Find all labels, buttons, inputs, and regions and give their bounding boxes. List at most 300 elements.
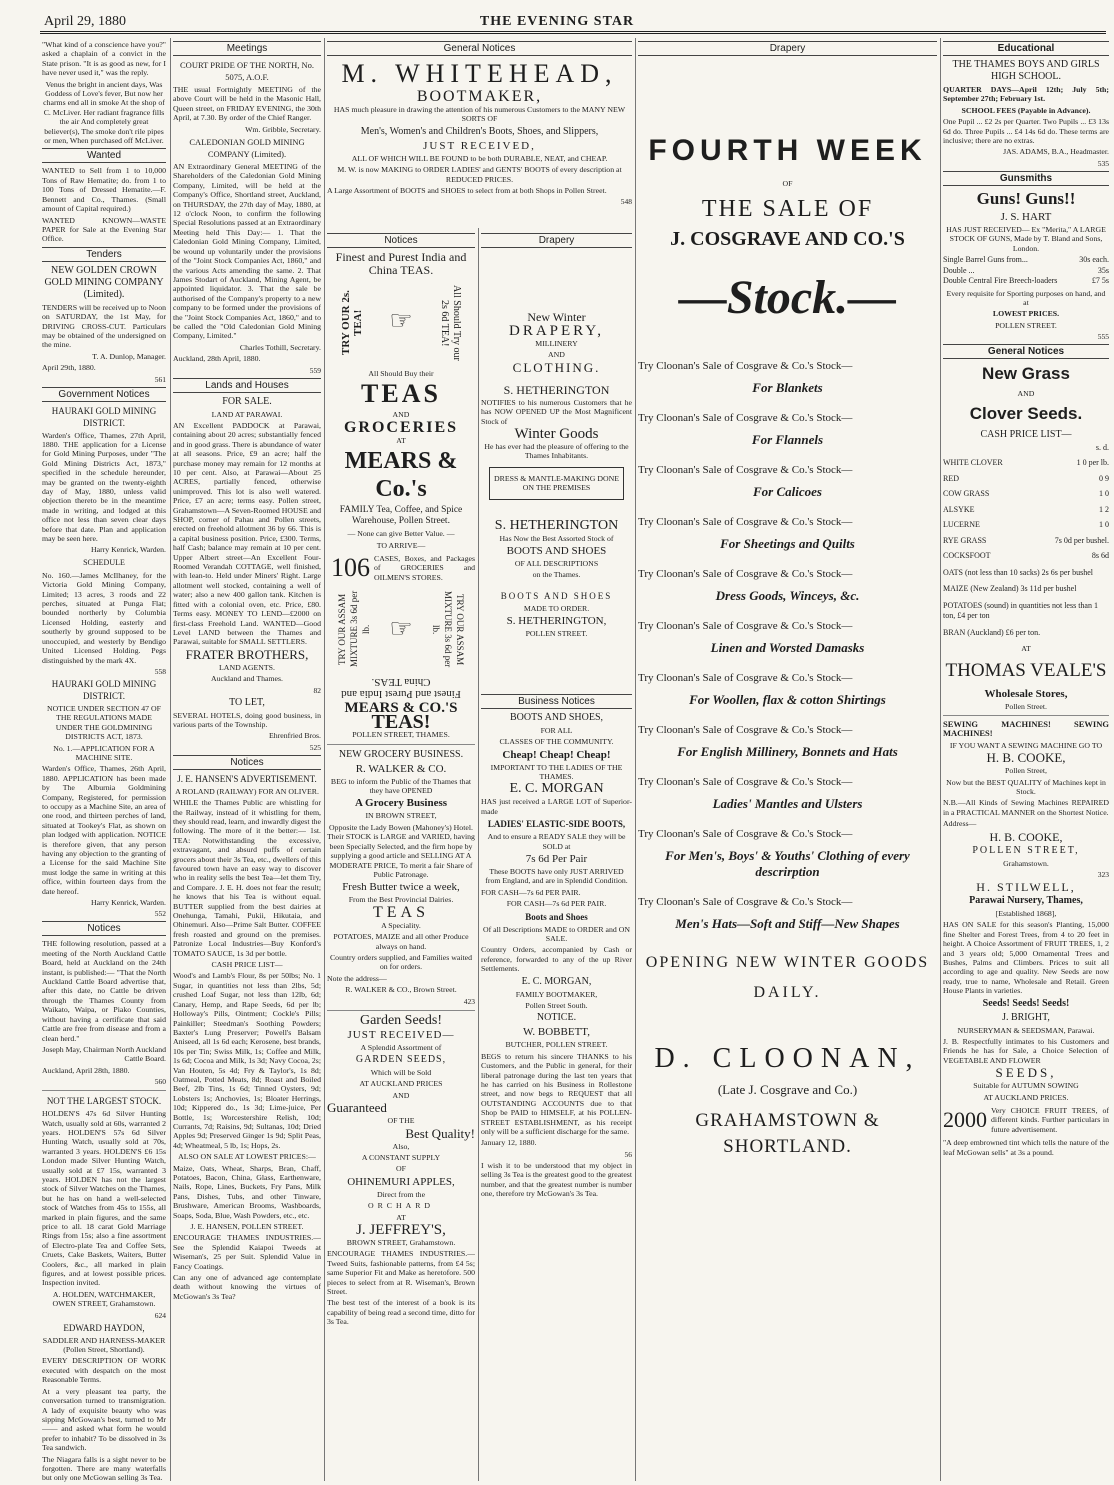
advert: LADIES' ELASTIC-SIDE BOOTS, <box>487 819 626 830</box>
advert-title: M. WHITEHEAD, <box>341 59 618 88</box>
ad-number: 323 <box>1097 869 1109 879</box>
advert: POTATOES (sound) in quantities not less than 1 ton, £4 per ton <box>943 600 1098 621</box>
advert: Suitable for AUTUMN SOWING <box>973 1081 1079 1091</box>
cosgrave-item: For English Millinery, Bonnets and Hats <box>677 744 898 760</box>
advert: GARDEN SEEDS, <box>355 1053 447 1065</box>
advert-subtitle: CASH PRICE LIST— <box>211 960 283 970</box>
advert-title: SEWING MACHINES! SEWING MACHINES! <box>943 718 1109 739</box>
advert: A Grocery Business <box>354 797 448 810</box>
advert: No. 160.—James McIlhaney, for the Victoria Gold Mining Company, Limited; 13 acres, 3 roods and 22 perches, situated at Punga Flat; bounded northerly by Columbia Licensed Holding, easterly and southerly by ground supposed to be unoccupied, and westerly by Bendigo United Licensed Holding. Pegs distinguished by the mark 4X. <box>42 570 166 665</box>
section-heading: Notices <box>327 233 475 248</box>
advert: One Pupil ... £2 2s per Quarter. Two Pupils ... £3 13s 6d do. Three Pupils ... £4 14s 6d do. These terms are inclusive; there are no extras. <box>943 117 1109 146</box>
advert: SEEDS, <box>995 1065 1057 1081</box>
paragraph: The best test of the interest of a book is its capability of being read a second time, ditto for 3s Tea. <box>327 1298 475 1327</box>
advert: Address— <box>943 819 977 829</box>
gun-price: 30s each. <box>1079 255 1109 265</box>
try-tea: TRY OUR 2s. TEA! <box>339 290 364 356</box>
advert-title: J. E. HANSEN'S ADVERTISEMENT. <box>177 773 317 784</box>
inverted-heading: Finest and Purest India and China TEAS. <box>341 676 461 701</box>
advert-title: HAURAKI GOLD MINING DISTRICT. <box>51 678 157 701</box>
signature: Wm. Gribble, Secretary. <box>245 124 321 134</box>
advert-title: S. HETHERINGTON <box>503 382 610 397</box>
advert: HAS much pleasure in drawing the attention of his numerous Customers to the MANY NEW SORTS OF <box>333 105 626 124</box>
advert: Direct from the <box>376 1189 426 1199</box>
gun-name: Double Central Fire Breech-loaders <box>943 276 1058 286</box>
advert: MADE TO ORDER. <box>523 603 590 613</box>
advert-title: FRATER BROTHERS, <box>185 646 309 662</box>
advert: WANTED KNOWN—WASTE PAPER for Sale at the Evening Star Office. <box>42 215 166 244</box>
cosgrave-try-line: Try Cloonan's Sale of Cosgrave & Co.'s Stock— <box>638 620 853 633</box>
signature: Harry Kenrick, Warden. <box>91 545 166 555</box>
advert: Now but the BEST QUALITY of Machines kept in Stock. <box>946 777 1106 796</box>
advert: THE usual Fortnightly MEETING of the above Court will be held in the Masonic Hall, Queen street, on FRIDAY EVENING, the 30th April, at 7.30. By order of the Chief Ranger. <box>173 85 321 123</box>
paragraph: At a very pleasant tea party, the conversation turned to transmigration. A lady of exquisite beauty who was sipping McGowan's best, turned to Mr —— and asked what form he would prefer to inhabit? To be dissolved in 3s Tea sandwich. <box>42 1386 166 1453</box>
advert: LOWEST PRICES. <box>992 309 1060 319</box>
advert-title: NOT THE LARGEST STOCK. <box>46 1096 162 1107</box>
advert-title: H. STILWELL, <box>976 879 1076 894</box>
advert-title: J. COSGRAVE AND CO.'S <box>670 228 905 251</box>
advert: NOTIFIES to his numerous Customers that he has NOW OPENED UP the Most Magnificent Stock of <box>481 397 632 426</box>
cosgrave-try-line: Try Cloonan's Sale of Cosgrave & Co.'s Stock— <box>638 412 853 425</box>
advert: And to ensure a READY SALE they will be SOLD at <box>487 832 626 851</box>
cosgrave-item: For Woollen, flax & cotton Shirtings <box>689 692 886 708</box>
section-heading: Educational <box>943 41 1109 56</box>
pointing-hand-icon: ☞ <box>389 614 413 645</box>
advert-title: SCHEDULE <box>83 557 125 567</box>
gun-name: Single Barrel Guns from... <box>943 255 1028 265</box>
advert: Opposite the Lady Bowen (Mahoney's) Hotel. Their STOCK is LARGE and VARIED, having been Specially Selected, and the firm hope by supplying a good article and SELLING AT A MODERATE PRICE, To merit a fair Share of Public Patronage. <box>327 822 475 879</box>
column-6 <box>943 38 1109 1483</box>
cosgrave-item: Linen and Worsted Damasks <box>710 640 865 656</box>
cosgrave-list <box>638 358 937 932</box>
gun-price: 35s <box>1097 265 1109 275</box>
mears-logo: MEARS & Co.'s <box>344 448 458 503</box>
section-heading: Drapery <box>638 41 937 56</box>
seed-name: COCKSFOOT <box>943 551 991 561</box>
seed-name: WHITE CLOVER <box>943 458 1003 468</box>
signature: Joseph May, Chairman North Auckland Cattle Board. <box>42 1044 166 1064</box>
section-heading: General Notices <box>327 41 632 56</box>
paragraph: The Niagara falls is a sight never to be forgotten. There are many waterfalls but only one McGowan selling 3s Tea. <box>42 1454 166 1483</box>
ad-number: 561 <box>154 374 166 384</box>
column-2 <box>173 38 321 1483</box>
advert: JUST RECEIVED, <box>423 139 536 152</box>
advert: Parawai Nursery, Thames, <box>969 894 1083 906</box>
advert: MILLINERY <box>535 339 578 348</box>
advert: FOR CASH—7s 6d PER PAIR. <box>481 887 581 897</box>
arrive-block <box>327 552 475 584</box>
advert: Of all Descriptions MADE to ORDER and ON SALE. <box>482 924 631 943</box>
column-5 <box>638 38 937 1483</box>
advert-title: EDWARD HAYDON, <box>63 1322 145 1333</box>
section-heading: Wanted <box>42 148 166 163</box>
advert: Country orders supplied, and Families waited on for orders. <box>329 952 473 972</box>
cosgrave-try-line: Try Cloonan's Sale of Cosgrave & Co.'s Stock— <box>638 672 853 685</box>
advert: HOLDEN'S 47s 6d Silver Hunting Watch, usually sold at 60s, warranted 2 years. HOLDEN'S 57s 6d Silver Hunting Watch, usually sold at 70s, warranted 3 years. HOLDEN'S £6 15s London made Silver Hunting Watch, usually sold at £7 15s, warranted 3 years. HOLDEN has not the largest stock of Silver Watches on the Thames, but he has on hand a well-selected stock of Watches from 45s to 155s, all marked in plain figures, and the same price to all. 18 carat Gold Marriage Rings from 15s; also a fine assortment of Electro-plate Tea and Coffee Sets, Cruets, Cake Baskets, Waiters, Butter Coolers, &c., all marked in plain figures, and at lowest possible prices. Inspection invited. <box>42 1109 166 1288</box>
advert: BOOTS AND SHOES <box>506 545 607 558</box>
section-heading: Lands and Houses <box>173 378 321 393</box>
advert-title: FOR SALE. <box>222 395 272 407</box>
advert-title: DRAPERY, <box>508 323 604 339</box>
advert: From the Best Provincial Dairies. <box>348 895 454 905</box>
advert: A CONSTANT SUPPLY <box>361 1153 441 1162</box>
advert: AT AUCKLAND PRICES <box>359 1079 443 1089</box>
seed-name: LUCERNE <box>943 520 980 530</box>
advert: Every requisite for Sporting purposes on hand, and at <box>946 288 1106 307</box>
advert: Country Orders, accompanied by Cash or reference, forwarded to any of the up River Settlements. <box>481 945 632 974</box>
cosgrave-item: Ladies' Mantles and Ulsters <box>712 796 863 812</box>
signature: Charles Tothill, Secretary. <box>239 342 321 352</box>
advert-title: CLOTHING. <box>512 359 601 375</box>
column-rule <box>478 228 479 1481</box>
advert-title: THOMAS VEALE'S <box>945 659 1107 681</box>
seed-price-row <box>943 520 1109 531</box>
seed-price: 1 0 per lb. <box>1076 458 1109 468</box>
advert: Wood's and Lamb's Flour, 8s per 50lbs; No. 1 Sugar, in quantities not less than 2lbs, 5d; crushed Loaf Sugar, not less than 12lb, 6d; Canary, Hemp, and Rape Seeds, 6d per lb; Holloway's Pills, Ointment; Cockle's Pills; Painkiller; Steedman's Soothing Powders; Baxter's Lung Preserver; Powell's Balsam Aniseed, all 1s 6d each; Kerosene, best brands, 10s per Tin; Swiss Milk, 1s; Coffee and Milk, 1s 6d; Cocoa and Milk, 1s 3d; Navy Cocoa, 2s; Van Houten, 5s 4d; Fry & Taylor's, 1s 8d; Oatmeal, Potted Meats, 8d; Roast and Boiled Beef, 2lb Tins, 1s 6d; Tinned Oysters, 9d; Lobsters 1s; Anchovies, 1s; Bloater Herrings, 10d; Kippered do., 1s 3d; Lime-juice, Per Bottle, 1s; Worcestershire Relish, 10d; Currants, 7d; Raisins, 9d; Sultanas, 10d; Dried Apples 9d; Preserved Ginger 1s 9d; Split Peas, 4d; Wheatmeal, 5 lb, 1s; Hops, 2s. <box>173 971 321 1150</box>
advert: E. C. MORGAN, <box>521 975 592 987</box>
column-4 <box>481 230 632 1483</box>
column-1 <box>42 38 166 1483</box>
advert-title: —Stock.— <box>678 271 897 325</box>
advert: 7s 6d Per Pair <box>525 852 588 865</box>
cosgrave-try-line: Try Cloonan's Sale of Cosgrave & Co.'s Stock— <box>638 828 853 841</box>
advert: CLASSES OF THE COMMUNITY. <box>499 737 614 747</box>
advert: on the Thames. <box>532 570 581 580</box>
section-heading: Notices <box>42 921 166 936</box>
gun-price-row <box>943 276 1109 287</box>
advert: FOR ALL <box>540 725 573 735</box>
advert-title: FOURTH WEEK <box>648 134 927 167</box>
ad-number: 560 <box>154 1077 166 1087</box>
advert: BROWN STREET, Grahamstown. <box>346 1238 456 1248</box>
advert-subtitle: LAND AT PARAWAI. <box>211 409 283 419</box>
advert: GRAHAMSTOWN & SHORTLAND. <box>695 1110 880 1158</box>
seed-price: 1 0 <box>1099 520 1109 530</box>
advert: BEGS to return his sincere THANKS to his Customers, and the Public in general, for their liberal patronage during the last ten years that he has carried on his Business in Rollestone street, and now begs to REQUEST that all OUTSTANDING ACCOUNTS due to that Shop be PAID to HIMSELF, at his POLLEN-STREET ESTABLISHMENT, as his receipt only will be a sufficient discharge for the same. <box>481 1051 632 1137</box>
signature: Harry Kenrick, Warden. <box>91 898 166 908</box>
advert: SEVERAL HOTELS, doing good business, in various parts of the Township. <box>173 710 321 729</box>
advert: Pollen Street. <box>1004 701 1047 711</box>
advert: HAS ON SALE for this season's Planting, 15,000 fine Shelter and Forest Trees, from 4 to 20 feet in height. A Choice Assortment of FRUIT TREES, 1, 2 and 3 years old; 5,000 Ornamental Trees and Bushes, Palms and Climbers. Prices to suit all according to age and quality. New Seeds are now ready, true to name, Wholesale and Retail. Green House Plants in varieties. <box>943 920 1109 996</box>
advert: CASH PRICE LIST— <box>980 428 1072 440</box>
advert: OF <box>396 1164 406 1174</box>
signature: T. A. Dunlop, Manager. <box>92 351 166 361</box>
date: January 12, 1880. <box>481 1138 537 1148</box>
advert: Note the address— <box>327 973 387 983</box>
pointing-hand-icon: ☞ <box>389 306 413 336</box>
seed-price-row <box>943 505 1109 516</box>
advert-title: E. C. MORGAN <box>509 781 604 797</box>
seed-price-row <box>943 474 1109 485</box>
advert: M. W. is now MAKING to ORDER LADIES' and GENTS' BOOTS of every description at REDUCED PRICES. <box>337 165 622 184</box>
advert-title: NEW GOLDEN CROWN GOLD MINING COMPANY (Limited). <box>44 264 164 300</box>
advert-title: Garden Seeds! <box>359 1012 443 1028</box>
ad-number: 535 <box>1097 158 1109 168</box>
cosgrave-try-line: Try Cloonan's Sale of Cosgrave & Co.'s Stock— <box>638 776 853 789</box>
newspaper-name: THE EVENING STAR <box>479 14 635 29</box>
advert: Cheap! Cheap! Cheap! <box>502 748 611 761</box>
advert: Men's, Women's and Children's Boots, Shoes, and Slippers, <box>360 125 599 137</box>
ad-number: 423 <box>463 996 475 1006</box>
advert-title: GROCERIES <box>343 418 459 436</box>
advert: OF ALL DESCRIPTIONS <box>514 559 599 569</box>
seed-price: 0 9 <box>1099 473 1109 483</box>
advert: IF YOU WANT A SEWING MACHINE GO TO <box>949 740 1103 750</box>
gun-name: Double ... <box>943 265 975 275</box>
advert: QUARTER DAYS—April 12th; July 5th; September 27th; February 1st. <box>943 85 1109 104</box>
gun-price-row <box>943 266 1109 277</box>
advert: POLLEN STREET, <box>972 844 1080 856</box>
advert: AN Extraordinary General MEETING of the Shareholders of the Caledonian Gold Mining Company, Limited, will be held at the Company's Office, Shortland street, Auckland, on THURSDAY, the 27th day of May, 1880, at 12 o'clock Noon, to confirm the following Special Resolutions passed at an Extraordinary Meeting held This Day:— 1. That the Caledonian Gold Mining Company, Limited, be wound up voluntarily under the provisions of the "Joint Stock Companies Act, 1860," and the various Acts amending the same. 2. That James Stodart of Auckland, Mining Agent, be appointed liquidator. 3. That the sale be authorised of the Company's property to a new company to be formed under the provisions of the "Joint Stock Companies Act, 1860," and to be called the "Old Caledonian Gold Mining Company, Limited." <box>173 162 321 341</box>
advert-title: Guns! Guns!! <box>976 188 1076 208</box>
signature: J. E. HANSEN, POLLEN STREET. <box>190 1222 304 1232</box>
gun-price-list <box>943 255 1109 287</box>
cosgrave-item: Dress Goods, Winceys, &c. <box>715 588 860 604</box>
tea-block <box>327 281 475 365</box>
advert: AT AUCKLAND PRICES. <box>983 1092 1069 1102</box>
cosgrave-try-line: Try Cloonan's Sale of Cosgrave & Co.'s Stock— <box>638 516 853 529</box>
advert: (Late J. Cosgrave and Co.) <box>717 1082 858 1098</box>
divider <box>943 715 1109 716</box>
cosgrave-item: For Blankets <box>752 380 823 396</box>
advert: FAMILY BOOTMAKER, <box>515 989 598 999</box>
advert: J. B. Respectfully intimates to his Customers and Friends he has for Sale, a Choice Selection of VEGETABLE AND FLOWER <box>943 1037 1109 1065</box>
advert: J. BRIGHT, <box>1002 1011 1050 1023</box>
advert: IN BROWN STREET, <box>365 811 437 821</box>
advert-title: THE SALE OF <box>701 196 874 223</box>
signature: Ehrenfried Bros. <box>269 731 321 741</box>
advert-subtitle: NOTICE UNDER SECTION 47 OF THE REGULATIONS MADE UNDER THE GOLDMINING DISTRICTS ACT, 1873. <box>47 703 161 742</box>
advert: DAILY. <box>753 984 822 1002</box>
advert: WHILE the Thames Public are whistling for the Railway, instead of it whistling for them, they should read, learn, and inwardly digest the following. The more of it the better:— 1st. TEA: Notwithstanding the excessive, extravagant, and absurd puffs of certain grocers about their 3s Tea, etc., dwellers of this favoured town have an easy way to discover who in reality sells the best Tea—let them Try, and Compare. J. E. H. does not fear the result; he knows that his Tea is without equal. BUTTER supplied from the best dairies at Onehunga, Tamahi, Pukii, Hikutaia, and Ohinemuri. Also—Prime Salt Butter. COFFEE fresh roasted and ground on the premises. Patronize Local Industries—Buy Konford's TOMATO SAUCE, 1s 3d per bottle. <box>173 798 321 958</box>
advert-title: COURT PRIDE OF THE NORTH, No. 5075, A.O.F. <box>180 60 314 82</box>
seed-price: 8s 6d <box>1091 551 1109 561</box>
ad-number: 56 <box>624 1149 632 1159</box>
advert: BEG to inform the Public of the Thames that they have OPENED <box>330 776 472 796</box>
paragraph: "A deep embrowned tint which tells the nature of the leaf McGowan sells" at 3s a pound. <box>943 1138 1109 1157</box>
section-heading: Meetings <box>173 41 321 56</box>
advert-subtitle: No. 1.—APPLICATION FOR A MACHINE SITE. <box>53 743 155 762</box>
advert: AN Excellent PADDOCK at Parawai, containing about 20 acres; substantially fenced and in good grass. There is abundance of water at all seasons. Price, £9 an acre; half the purchase money may remain for 12 months at 10 per cent. Also, at Parawai—About 25 ACRES, partially fenced, otherwise unimproved. This lot is also well watered. Price, £7 an acre; terms easy. Pollen street, Grahamstown—A Seven-Roomed HOUSE and SHOP, corner of Pahau and Pollen streets, erected on freehold allotment 36 by 66. This is a capital business position. Price, £300. Terms, half Cash; balance may remain at 10 per cent. Upper Albert street—An Excellent Four-Roomed Verandah COTTAGE, well finished, with lean-to. Held under Miners' Right. Large allotment well stocked, containing a well of water; also a new 400 gallon tank. Kitchen is fitted with a colonial oven, etc. Price, £80. Terms easy. MONEY TO LEND—£2000 on first-class Freehold Land. WANTED—Good Level LAND between the Thames and Parawai, suitable for SMALL SETTLERS. <box>173 420 321 647</box>
advert: Maize, Oats, Wheat, Sharps, Bran, Chaff, Potatoes, Bacon, China, Glass, Earthenware, Nails, Rope, Lines, Buckets, Fry Pans, Milk Pans, Dishes, Tubs, and other Tinware, Brushware, American Brooms, Washboards, Soaps, Soda, Blue, Wash Powders, etc., etc. <box>173 1163 321 1220</box>
section-heading: Business Notices <box>481 694 632 709</box>
advert: POTATOES, MAIZE and all other Produce always on hand. <box>333 932 469 951</box>
gun-price-row <box>943 255 1109 266</box>
ad-number: 555 <box>1097 332 1109 342</box>
advert: NURSERYMAN & SEEDSMAN, Parawai. <box>957 1025 1095 1035</box>
seed-price-row <box>943 489 1109 500</box>
advert: AT <box>1021 644 1031 654</box>
advert: S. HETHERINGTON, <box>506 615 607 628</box>
advert: Best Quality! <box>405 1125 475 1141</box>
ad-number: 558 <box>154 666 166 676</box>
advert: Very CHOICE FRUIT TREES, of different kinds. Further particulars in future advertisement. <box>991 1106 1109 1134</box>
advert: Wholesale Stores, <box>984 687 1068 700</box>
cosgrave-try-line: Try Cloonan's Sale of Cosgrave & Co.'s Stock— <box>638 464 853 477</box>
cosgrave-try-line: Try Cloonan's Sale of Cosgrave & Co.'s Stock— <box>638 896 853 909</box>
advert-title: HAURAKI GOLD MINING DISTRICT. <box>51 405 157 428</box>
advert: ENCOURAGE THAMES INDUSTRIES.—See the Splendid Kaiapoi Tweeds at Wiseman's, 25 per Suit. Splendid Value in Fancy Coatings. <box>173 1233 321 1271</box>
advert: ENCOURAGE THAMES INDUSTRIES.—Tweed Suits, fashionable patterns, from £4 5s; same Superior Fit and Make as heretofore. 500 pieces to select from at R. Wiseman's, Brown Street. <box>327 1249 475 1297</box>
tree-count: 2000 <box>943 1107 987 1133</box>
advert: Has Now the Best Assorted Stock of <box>499 533 614 543</box>
column-rule <box>940 38 941 1481</box>
ad-number: 552 <box>154 909 166 919</box>
advert: MAIZE (New Zealand) 3s 11d per bushel <box>943 584 1077 594</box>
ad-number: 82 <box>313 685 321 695</box>
masthead-rule <box>40 31 1106 34</box>
advert: Warden's Office, Thames, 26th April, 1880. APPLICATION has been made by The Alburnia Goldmining Company, Registered, for permission to occupy as a Machine Site, an area of one rood, and thirteen perches of land, situated at Tookey's Flat, as shown on plan lodged with application. NOTICE is therefore given, that any person having any objection to the granting of a License for the said Machine Site must lodge the same in writing at this office, within fourteen days from the date hereof. <box>42 764 166 896</box>
advert: AND <box>548 350 565 360</box>
arrive-count: 106 <box>331 553 370 583</box>
signature: A. HOLDEN, WATCHMAKER, OWEN STREET, Grahamstown. <box>52 1289 156 1309</box>
advert-title: TO LET, <box>229 696 265 708</box>
seed-name: ALSYKE <box>943 504 975 514</box>
section-heading: Government Notices <box>42 387 166 402</box>
seed-price: 1 0 <box>1099 489 1109 499</box>
advert: TENDERS will be received up to Noon on SATURDAY, the 1st May, for DRIVING CROSS-CUT. Particulars may be obtained of the undersigned on the mine. <box>42 302 166 350</box>
seed-price-list <box>943 458 1109 562</box>
advert: JUST RECEIVED— <box>347 1028 455 1041</box>
advert: A Large Assortment of BOOTS and SHOES to select from at both Shops in Pollen Street. <box>327 186 607 196</box>
advert-title: D. CLOONAN, <box>654 1043 921 1075</box>
section-heading: Tenders <box>42 247 166 262</box>
divider <box>327 1010 475 1011</box>
advert-title: BOOTS AND SHOES, <box>509 711 604 723</box>
advert: BRAN (Auckland) £6 per ton. <box>943 627 1041 637</box>
column-rule <box>324 38 325 1481</box>
advert: BOOTS AND SHOES <box>500 590 613 601</box>
advert: Warden's Office, Thames, 27th April, 1880. THE application for a License for Gold Mining Purposes, under "The Gold Mining Districts Act, 1873," specified in the schedule hereunder, may be granted on the twenty-eighth day of May, 1880, unless valid objection thereto be in the meantime made in writing, and lodged at this office not less than seven clear days before that date. Plan and application may be seen here. <box>42 430 166 544</box>
advert: BUTCHER, POLLEN STREET. <box>505 1040 608 1050</box>
spacer <box>481 641 632 691</box>
advert: Which will be Sold <box>370 1067 432 1077</box>
advert: POLLEN STREET. <box>995 320 1057 330</box>
advert-title: Winter Goods <box>514 426 599 443</box>
advert: OPENING NEW WINTER GOODS <box>645 954 930 972</box>
advert: N.B.—All Kinds of Sewing Machines REPAIRED in a PRACTICAL MANNER on the Shortest Notice. <box>943 798 1109 817</box>
assam-right: TRY OUR ASSAM MIXTURE 3s 6d per lb. <box>431 591 466 668</box>
seed-price-row <box>943 458 1109 469</box>
issue-date: April 29, 1880 <box>44 14 127 29</box>
assam-block <box>327 584 475 674</box>
advert: OATS (not less than 10 sacks) 2s 6s per bushel <box>943 567 1093 577</box>
advert: AND <box>392 410 410 420</box>
advert: [Established 1868], <box>995 908 1057 918</box>
advert-title: TEAS <box>373 903 429 921</box>
seed-price-row <box>943 551 1109 562</box>
advert-title: H. B. COOKE, <box>989 829 1063 844</box>
gun-price: £7 5s <box>1091 276 1109 286</box>
divider <box>42 1090 166 1091</box>
column-3 <box>327 230 475 1483</box>
assam-left: TRY OUR ASSAM MIXTURE 3s 6d per lb. <box>336 591 371 668</box>
date: Auckland, 28th April, 1880. <box>173 354 261 364</box>
advert-title: J. S. HART <box>1000 210 1052 223</box>
advert: New Winter <box>527 310 586 324</box>
cosgrave-try-line: Try Cloonan's Sale of Cosgrave & Co.'s Stock— <box>638 724 853 737</box>
advert-title: Clover Seeds. <box>969 403 1083 423</box>
advert: Grahamstown. <box>1003 858 1049 868</box>
advert: Fresh Butter twice a week, <box>342 881 460 894</box>
advert-title: New Grass <box>982 364 1070 384</box>
advert: CASES, Boxes, and Packages of GROCERIES and OILMEN'S STORES. <box>374 554 475 582</box>
advert-title: S. HETHERINGTON <box>494 517 619 533</box>
column-rule <box>170 38 171 1481</box>
cosgrave-item: For Calicoes <box>753 484 822 500</box>
advert: HAS just received a LARGE LOT of Superior-made <box>481 797 632 816</box>
section-heading: Drapery <box>481 233 632 248</box>
advert-title: NOTICE. <box>536 1012 577 1024</box>
advert: All Should Buy their <box>368 369 434 378</box>
advert-title: THE THAMES BOYS AND GIRLS HIGH SCHOOL. <box>952 59 1100 82</box>
advert-subtitle: BOOTMAKER, <box>416 88 543 105</box>
advert: ALL OF WHICH WILL BE FOUND to be both DURABLE, NEAT, and CHEAP. <box>351 153 608 163</box>
ad-number: 525 <box>309 742 321 752</box>
section-heading: Gunsmiths <box>943 171 1109 186</box>
paragraph: Can any one of advanced age contemplate death without knowing the virtues of McGowan's 3s Tea? <box>173 1273 321 1301</box>
cosgrave-item: Men's Hats—Soft and Stiff—New Shapes <box>675 916 900 932</box>
date: April 29th, 1880. <box>42 363 96 373</box>
advert: SCHOOL FEES (Payable in Advance). <box>961 105 1091 115</box>
cosgrave-item: For Flannels <box>751 432 824 448</box>
advert: These BOOTS have only JUST ARRIVED from England, and are in Splendid Condition. <box>485 866 628 886</box>
cosgrave-item: For Men's, Boys' & Youths' Clothing of every descrirption <box>665 848 910 880</box>
seed-price: 1 2 <box>1099 504 1109 514</box>
advert: TO ARRIVE— <box>376 540 426 550</box>
advert: AT <box>396 435 406 445</box>
paragraph: I wish it to be understood that my object in selling 3s Tea is the greatest good to the greatest number, and that the greatest number is number one, therefore try McGowan's 3s Tea. <box>481 1160 632 1199</box>
advert: OF THE <box>387 1116 415 1126</box>
advert-title: TEAS <box>361 379 441 409</box>
advert: Boots and Shoes <box>525 911 588 922</box>
advert: FOR CASH—7s 6d PER PAIR. <box>506 899 607 909</box>
seed-name: RYE GRASS <box>943 535 987 545</box>
advert: THE following resolution, passed at a meeting of the North Auckland Cattle Board, held at Auckland on the 24th instant, is published:— "That the North Auckland Cattle Board advertise that, after this date, no Cattle be driven through the Thames County from Waikato, Waipa, or Piako Counties, without having a certificate that said Cattle are free from disease and from a clean herd." <box>42 939 166 1043</box>
try-tea-side: All Should Try our 2s 6d TEA! <box>439 285 463 361</box>
poem: Venus the bright in ancient days, Was Goddess of Love's fever, But now her charms end all in smoke At the shop of C. McLiver. Her radiant fragrance fills the air And completely great believer(s), The smoke don't rile pipes or men, When purchased off McLiver. <box>43 79 165 146</box>
cosgrave-try-line: Try Cloonan's Sale of Cosgrave & Co.'s Stock— <box>638 568 853 581</box>
ad-number: 624 <box>154 1310 166 1320</box>
dressmaking-box: DRESS & MANTLE-MAKING DONE ON THE PREMISES <box>489 467 624 500</box>
seed-price-row <box>943 536 1109 547</box>
advert-title: TEAS! <box>371 711 431 734</box>
date: Auckland, April 28th, 1880. <box>42 1065 130 1075</box>
signature: R. WALKER & CO., Brown Street. <box>345 985 457 995</box>
section-heading: General Notices <box>943 344 1109 359</box>
advert: He has ever had the pleasure of offering to the Thames Inhabitants. <box>484 442 629 461</box>
advert: AT <box>396 1212 406 1222</box>
advert-subtitle: Auckland and Thames. <box>211 674 283 684</box>
advert-title: W. BOBBETT, <box>523 1026 590 1039</box>
column-rule <box>635 38 636 1481</box>
advert: WANTED to Sell from 1 to 10,000 Tons of Raw Hematite; do. from 1 to 100 Tons of Dressed Hematite.—F. Bennett and Co., Thames. (Small amount of Capital required.) <box>42 166 166 214</box>
seed-name: RED <box>943 473 959 483</box>
advert-subtitle: A ROLAND (RAILWAY) FOR AN OLIVER. <box>175 786 319 796</box>
advert: OF <box>782 179 793 188</box>
advert-subtitle: SADDLER AND HARNESS-MAKER (Pollen Street, Shortland). <box>42 1335 166 1355</box>
advert-title: NEW GROCERY BUSINESS. <box>338 748 464 760</box>
advert-title: J. JEFFREY'S, <box>356 1222 446 1239</box>
advert-subtitle: LAND AGENTS. <box>219 662 275 672</box>
advert-title: Seeds! Seeds! Seeds! <box>982 997 1070 1009</box>
spacer <box>638 59 937 129</box>
seed-price: 7s 0d per bushel. <box>1054 535 1109 545</box>
advert: POLLEN STREET. <box>525 629 588 639</box>
advert: Pollen Street, <box>1004 766 1047 776</box>
divider <box>327 744 475 745</box>
advert-title: CALEDONIAN GOLD MINING COMPANY (Limited). <box>189 137 305 160</box>
